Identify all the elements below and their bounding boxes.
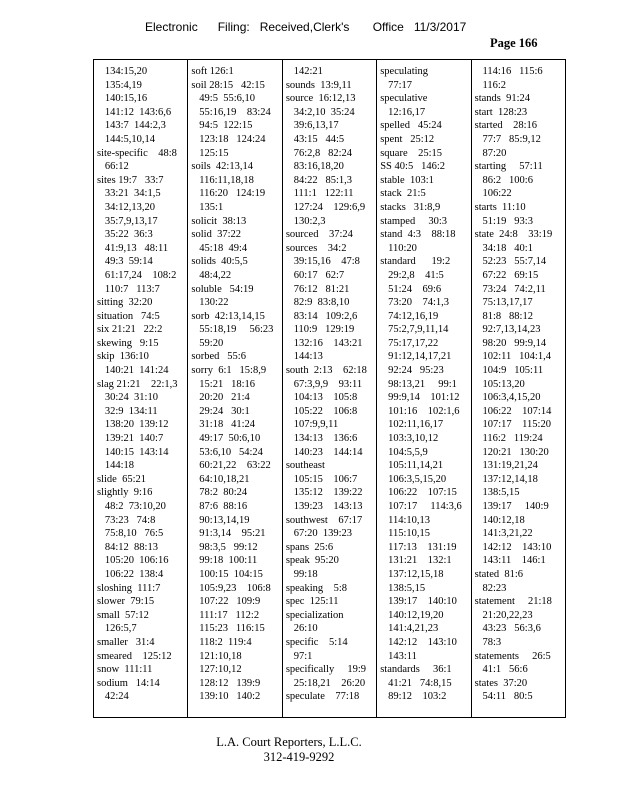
index-entry-line: 54:11 80:5 [474, 691, 533, 703]
index-entry-line: 140:21 141:24 [97, 365, 169, 377]
index-entry-line: 127:24 129:6,9 [285, 201, 366, 213]
index-entry-line: 143:11 [380, 650, 417, 662]
index-entry-line: 106:22 138:4 [97, 568, 164, 580]
index-entry-line: 60:21,22 63:22 [191, 460, 271, 472]
index-entry-line: started 28:16 [474, 120, 538, 132]
index-entry-line: 82:9 83:8,10 [285, 297, 350, 309]
index-entry-line: slag 21:21 22:1,3 [97, 378, 178, 390]
index-entry-line: 139:10 140:2 [191, 691, 261, 703]
index-entry-line: 49:5 55:6,10 [191, 93, 255, 105]
index-entry-line: 110:20 [380, 242, 417, 254]
index-entry-line: 97:1 [285, 650, 313, 662]
index-entry-line: stack 21:5 [380, 188, 426, 200]
index-entry-line: stand 4:3 88:18 [380, 229, 456, 241]
index-entry-line: 115:10,15 [380, 528, 430, 540]
index-entry-line: 135:4,19 [97, 79, 142, 91]
index-entry-line: 120:21 130:20 [474, 446, 549, 458]
index-entry-line: 107:9,9,11 [285, 419, 339, 431]
index-entry-line: 116:11,18,18 [191, 174, 254, 186]
index-entry-line: 135:12 139:22 [285, 487, 363, 499]
footer-reporter-name: L.A. Court Reporters, L.L.C. [216, 735, 362, 749]
index-entry-line: 138:5,15 [474, 487, 520, 499]
index-entry-line: soil 28:15 42:15 [191, 79, 265, 91]
index-entry-line: 66:12 [97, 161, 129, 173]
index-entry-line: 107:22 109:9 [191, 596, 261, 608]
index-entry-line: source 16:12,13 [285, 93, 356, 105]
index-entry-line: 52:23 55:7,14 [474, 256, 547, 268]
index-entry-line: 98:13,21 99:1 [380, 378, 457, 390]
index-entry-line: 131:19,21,24 [474, 460, 538, 472]
index-entry-line: southeast [285, 460, 325, 472]
index-entry-line: standard 19:2 [380, 256, 451, 268]
index-entry-line: starting 57:11 [474, 161, 543, 173]
index-entry-line: 21:20,22,23 [474, 609, 533, 621]
index-entry-line: 143:7 144:2,3 [97, 120, 166, 132]
index-entry-line: 98:20 99:9,14 [474, 337, 547, 349]
index-entry-line: 121:10,18 [191, 650, 242, 662]
index-entry-line: site-specific 48:8 [97, 147, 177, 159]
index-entry-line: state 24:8 33:19 [474, 229, 553, 241]
index-entry-line: solicit 38:13 [191, 215, 247, 227]
index-entry-line: 32:9 134:11 [97, 405, 158, 417]
index-entry-line: sorb 42:13,14,15 [191, 310, 265, 322]
index-entry-line: 139:23 143:13 [285, 501, 363, 512]
index-entry-line: 82:23 [474, 582, 507, 594]
index-entry-line: 106:22 [474, 188, 512, 200]
index-entry-line: 64:10,18,21 [191, 473, 250, 485]
index-entry-line: 138:20 139:12 [97, 419, 169, 431]
index-entry-line: 60:17 62:7 [285, 269, 345, 281]
index-entry-line: 126:5,7 [97, 623, 137, 635]
index-entry-line: 41:1 56:6 [474, 664, 528, 676]
index-entry-line: 139:17 140:9 [474, 501, 549, 512]
index-entry-line: 132:16 143:21 [285, 337, 363, 349]
page-number: Page 166 [490, 36, 538, 50]
index-entry-line: 101:16 102:1,6 [380, 405, 460, 417]
index-entry-line: 49:3 59:14 [97, 256, 153, 268]
index-entry-line: 102:11,16,17 [380, 419, 444, 431]
index-entry-line: 67:22 69:15 [474, 269, 539, 281]
index-entry-line: stacks 31:8,9 [380, 201, 441, 213]
index-entry-line: 114:10,13 [380, 514, 430, 526]
index-entry-line: 130:22 [191, 297, 229, 309]
index-entry-line: 140:23 144:14 [285, 446, 363, 458]
index-entry-line: 92:7,13,14,23 [474, 324, 541, 336]
index-entry-line: 78:2 80:24 [191, 487, 248, 499]
index-column-1 [94, 60, 188, 717]
index-entry-line: situation 74:5 [97, 310, 160, 322]
index-entry-line: 75:2,7,9,11,14 [380, 324, 449, 336]
index-entry-line: 43:23 56:3,6 [474, 623, 541, 635]
index-entry-line: speculative [380, 93, 428, 105]
index-entry-line: 105:13,20 [474, 378, 525, 390]
index-entry-line: 141:3,21,22 [474, 528, 533, 540]
index-entry-line: 30:24 31:10 [97, 392, 158, 404]
index-entry-line: start 128:23 [474, 106, 528, 118]
index-entry-line: 125:15 [191, 147, 229, 159]
index-entry-line: sourced 37:24 [285, 229, 353, 241]
index-entry-line: 81:8 88:12 [474, 310, 533, 322]
index-entry-line: 105:9,23 106:8 [191, 582, 271, 594]
index-entry-line: 141:12 143:6,6 [97, 106, 172, 118]
index-entry-line: 83:16,18,20 [285, 161, 344, 173]
index-entry-line: 83:14 109:2,6 [285, 310, 358, 322]
index-entry-line: 106:3,4,15,20 [474, 392, 541, 404]
index-entry-line: 142:21 [285, 66, 323, 77]
index-entry-line: 105:11,14,21 [380, 460, 444, 472]
index-entry-line: 35:22 36:3 [97, 229, 153, 241]
index-entry-line: 110:9 129:19 [285, 324, 355, 336]
index-entry-line: stamped 30:3 [380, 215, 448, 227]
index-entry-line: 139:21 140:7 [97, 433, 164, 445]
index-entry-line: smaller 31:4 [97, 636, 155, 648]
index-entry-line: 87:6 88:16 [191, 501, 248, 512]
index-entry-line: 107:17 114:3,6 [380, 501, 462, 512]
index-entry-line: snow 111:11 [97, 664, 153, 676]
index-entry-line: slightly 9:16 [97, 487, 153, 499]
index-entry-line: spelled 45:24 [380, 120, 442, 132]
index-entry-line: 91:3,14 95:21 [191, 528, 266, 540]
index-entry-line: 53:6,10 54:24 [191, 446, 263, 458]
index-entry-line: 140:15 143:14 [97, 446, 169, 458]
index-entry-line: 35:7,9,13,17 [97, 215, 158, 227]
index-entry-line: SS 40:5 146:2 [380, 161, 445, 173]
index-entry-line: 137:12,14,18 [474, 473, 538, 485]
index-entry-line: 106:22 107:15 [380, 487, 457, 499]
index-entry-line: skip 136:10 [97, 351, 149, 363]
index-entry-line: 59:20 [191, 337, 224, 349]
index-entry-line: 77:7 85:9,12 [474, 133, 541, 145]
index-entry-line: 75:13,17,17 [474, 297, 533, 309]
index-entry-line: 76:2,8 82:24 [285, 147, 353, 159]
index-entry-line: 84:22 85:1,3 [285, 174, 353, 186]
index-entry-line: skewing 9:15 [97, 337, 159, 349]
index-entry-line: spans 25:6 [285, 541, 334, 553]
index-column-2 [188, 60, 282, 717]
index-entry-line: 138:5,15 [380, 582, 426, 594]
index-entry-line: 92:24 95:23 [380, 365, 444, 377]
index-entry-line: 41:21 74:8,15 [380, 677, 452, 689]
index-entry-line: statements 26:5 [474, 650, 551, 662]
index-entry-line: 15:21 18:16 [191, 378, 255, 390]
index-entry-line: soils 42:13,14 [191, 161, 253, 173]
index-entry-line: 131:21 132:1 [380, 555, 452, 567]
index-entry-line: 99:9,14 101:12 [380, 392, 460, 404]
index-entry-line: 105:22 106:8 [285, 405, 358, 417]
index-entry-line: sloshing 111:7 [97, 582, 161, 594]
index-entry-line: sorbed 55:6 [191, 351, 246, 363]
index-entry-line: 100:15 104:15 [191, 568, 263, 580]
index-entry-line: 116:2 [474, 79, 507, 91]
index-entry-line: 67:20 139:23 [285, 528, 353, 540]
index-entry-line: 41:9,13 48:11 [97, 242, 169, 254]
index-entry-line: 115:23 116:15 [191, 623, 265, 635]
index-entry-line: speculate 77:18 [285, 691, 360, 703]
index-entry-line: slower 79:15 [97, 596, 155, 608]
index-entry-line: 34:18 40:1 [474, 242, 533, 254]
index-entry-line: 99:18 100:11 [191, 555, 258, 567]
index-entry-line: 49:17 50:6,10 [191, 433, 261, 445]
index-entry-line: 104:5,5,9 [380, 446, 428, 458]
index-entry-line: 55:18,19 56:23 [191, 324, 274, 336]
index-entry-line: speaking 5:8 [285, 582, 348, 594]
index-entry-line: 84:12 88:13 [97, 541, 158, 553]
index-entry-line: 26:10 [285, 623, 318, 635]
index-entry-line: 90:13,14,19 [191, 514, 250, 526]
index-entry-line: 142:12 143:10 [380, 636, 457, 648]
index-entry-line: 142:12 143:10 [474, 541, 552, 553]
index-entry-line: 106:3,5,15,20 [380, 473, 447, 485]
index-entry-line: specific 5:14 [285, 636, 348, 648]
index-entry-line: speculating [380, 66, 429, 77]
index-entry-line: 118:2 119:4 [191, 636, 252, 648]
index-entry-line: 105:15 106:7 [285, 473, 358, 485]
index-entry-line: sorry 6:1 15:8,9 [191, 365, 267, 377]
index-entry-line: 116:20 124:19 [191, 188, 266, 200]
index-entry-line: 98:3,5 99:12 [191, 541, 258, 553]
index-entry-line: sources 34:2 [285, 242, 347, 254]
index-entry-line: square 25:15 [380, 147, 443, 159]
word-index-table [93, 59, 566, 718]
index-entry-line: 67:3,9,9 93:11 [285, 378, 363, 390]
index-entry-line: 134:15,20 [97, 66, 148, 77]
index-entry-line: 91:12,14,17,21 [380, 351, 452, 363]
index-entry-line: slide 65:21 [97, 473, 146, 485]
index-entry-line: 55:16,19 83:24 [191, 106, 271, 118]
index-entry-line: 104:13 105:8 [285, 392, 358, 404]
index-entry-line: 39:6,13,17 [285, 120, 339, 132]
index-entry-line: 34:2,10 35:24 [285, 106, 355, 118]
index-entry-line: 140:12,18 [474, 514, 525, 526]
index-entry-line: stands 91:24 [474, 93, 531, 105]
index-entry-line: 137:12,15,18 [380, 568, 444, 580]
index-entry-line: 45:18 49:4 [191, 242, 248, 254]
index-entry-line: solids 40:5,5 [191, 256, 248, 268]
index-column-3 [283, 60, 377, 717]
index-entry-line: 73:24 74:2,11 [474, 283, 546, 295]
index-entry-line: stable 103:1 [380, 174, 434, 186]
index-entry-line: 89:12 103:2 [380, 691, 447, 703]
index-entry-line: 77:17 [380, 79, 413, 91]
index-entry-line: 127:10,12 [191, 664, 242, 676]
index-entry-line: statement 21:18 [474, 596, 552, 608]
index-entry-line: sodium 14:14 [97, 677, 160, 689]
index-entry-line: 76:12 81:21 [285, 283, 350, 295]
index-entry-line: 123:18 124:24 [191, 133, 266, 145]
index-entry-line: 102:11 104:1,4 [474, 351, 551, 363]
index-entry-line: 39:15,16 47:8 [285, 256, 360, 268]
index-entry-line: speak 95:20 [285, 555, 339, 567]
index-entry-line: 48:4,22 [191, 269, 232, 281]
index-entry-line: standards 36:1 [380, 664, 452, 676]
index-entry-line: 106:22 107:14 [474, 405, 552, 417]
index-entry-line: 99:18 [285, 568, 318, 580]
index-entry-line: soft 126:1 [191, 66, 234, 77]
index-entry-line: 94:5 122:15 [191, 120, 253, 132]
index-entry-line: 103:3,10,12 [380, 433, 439, 445]
index-entry-line: 117:13 131:19 [380, 541, 457, 553]
index-entry-line: 31:18 41:24 [191, 419, 255, 431]
index-entry-line: 74:12,16,19 [380, 310, 439, 322]
index-entry-line: 75:8,10 76:5 [97, 528, 164, 540]
index-entry-line: 143:11 146:1 [474, 555, 546, 567]
index-entry-line: 86:2 100:6 [474, 174, 533, 186]
index-entry-line: 141:4,21,23 [380, 623, 439, 635]
index-entry-line: 128:12 139:9 [191, 677, 261, 689]
index-entry-line: smeared 125:12 [97, 650, 172, 662]
index-entry-line: specialization [285, 609, 344, 621]
index-entry-line: 29:2,8 41:5 [380, 269, 444, 281]
index-entry-line: 134:13 136:6 [285, 433, 358, 445]
index-entry-line: 104:9 105:11 [474, 365, 544, 377]
index-entry-line: 12:16,17 [380, 106, 426, 118]
index-entry-line: 43:15 44:5 [285, 133, 345, 145]
index-entry-line: six 21:21 22:2 [97, 324, 163, 336]
index-entry-line: 135:1 [191, 201, 224, 213]
index-entry-line: 73:23 74:8 [97, 514, 156, 526]
index-entry-line: sites 19:7 33:7 [97, 174, 164, 186]
index-entry-line: starts 11:10 [474, 201, 526, 213]
index-entry-line: 87:20 [474, 147, 507, 159]
index-entry-line: 110:7 113:7 [97, 283, 160, 295]
index-entry-line: 51:19 93:3 [474, 215, 533, 227]
index-entry-line: 25:18,21 26:20 [285, 677, 366, 689]
electronic-filing-header: Electronic Filing: Received,Clerk's Office 11/3/2017 [145, 20, 467, 34]
index-entry-line: 42:24 [97, 691, 129, 703]
index-entry-line: stated 81:6 [474, 568, 524, 580]
index-entry-line: 61:17,24 108:2 [97, 269, 177, 281]
index-entry-line: soluble 54:19 [191, 283, 254, 295]
index-entry-line: 75:17,17,22 [380, 337, 439, 349]
index-column-4 [377, 60, 471, 717]
index-entry-line: 107:17 115:20 [474, 419, 551, 431]
index-entry-line: 111:17 112:2 [191, 609, 260, 621]
index-entry-line: 144:13 [285, 351, 323, 363]
index-entry-line: 140:12,19,20 [380, 609, 444, 621]
index-entry-line: southwest 67:17 [285, 514, 363, 526]
index-entry-line: 73:20 74:1,3 [380, 297, 450, 309]
index-entry-line: 111:1 122:11 [285, 188, 354, 200]
index-entry-line: 140:15,16 [97, 93, 148, 105]
index-entry-line: 51:24 69:6 [380, 283, 442, 295]
index-entry-line: 144:5,10,14 [97, 133, 156, 145]
index-entry-line: 33:21 34:1,5 [97, 188, 161, 200]
index-entry-line: 78:3 [474, 636, 502, 648]
index-entry-line: 34:12,13,20 [97, 201, 156, 213]
footer-phone: 312-419-9292 [263, 750, 335, 764]
index-entry-line: sounds 13:9,11 [285, 79, 352, 91]
index-entry-line: small 57:12 [97, 609, 149, 621]
index-entry-line: spent 25:12 [380, 133, 435, 145]
index-entry-line: spec 125:11 [285, 596, 339, 608]
index-entry-line: south 2:13 62:18 [285, 365, 367, 377]
index-entry-line: 114:16 115:6 [474, 66, 543, 77]
index-entry-line: specifically 19:9 [285, 664, 366, 676]
index-entry-line: solid 37:22 [191, 229, 241, 241]
index-entry-line: 139:17 140:10 [380, 596, 457, 608]
index-entry-line: 105:20 106:16 [97, 555, 169, 567]
index-entry-line: 144:18 [97, 460, 135, 472]
index-entry-line: 20:20 21:4 [191, 392, 250, 404]
index-entry-line: 48:2 73:10,20 [97, 501, 166, 512]
index-entry-line: states 37:20 [474, 677, 528, 689]
index-entry-line: 116:2 119:24 [474, 433, 543, 445]
index-column-5 [472, 60, 565, 717]
index-entry-line: 29:24 30:1 [191, 405, 250, 417]
index-entry-line: 130:2,3 [285, 215, 326, 227]
index-entry-line: sitting 32:20 [97, 297, 153, 309]
